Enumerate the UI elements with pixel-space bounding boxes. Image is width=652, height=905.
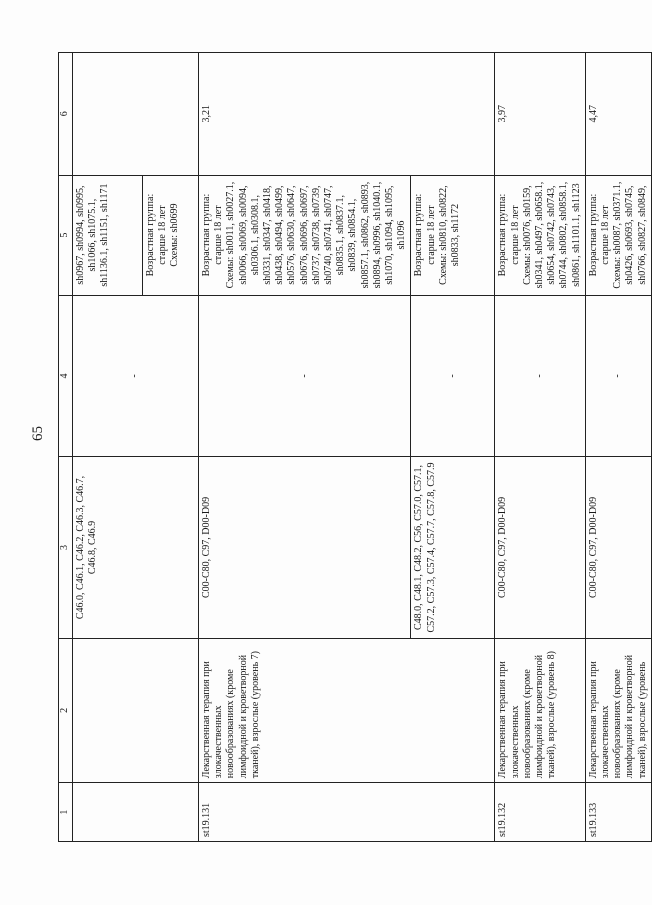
cell-code-empty (73, 783, 199, 842)
cell-diagnosis-codes: C00-C80, C97, D00-D09 (199, 457, 411, 638)
cell-schemes: Возрастная группа: старше 18 лет Схемы: sh0699 (143, 175, 199, 295)
header-col-2: 2 (59, 638, 73, 783)
cell-dash: - (495, 295, 585, 457)
header-row (59, 53, 73, 842)
cell-name: Лекарственная терапия при злокачественных новообразованиях (кроме лимфоидной и кроветворной тканей), взрослые (уровень 7) (199, 638, 495, 783)
cell-dash: - (411, 295, 495, 457)
cell-diagnosis-codes: C00-C80, C97, D00-D09 (495, 457, 585, 638)
cell-code: st19.131 (199, 783, 495, 842)
cell-dash: - (73, 295, 199, 457)
table-row (495, 53, 585, 842)
cell-coefficient: 3,21 (199, 53, 495, 176)
cell-code: st19.132 (495, 783, 585, 842)
cell-coefficient: 4,47 (585, 53, 651, 176)
header-col-4: 4 (59, 295, 73, 457)
header-col-6: 6 (59, 53, 73, 176)
cell-schemes-prev: sh0967, sh0994, sh0995, sh1066, sh1075.1, sh1136.1, sh1151, sh1171 (73, 175, 143, 295)
cell-coef-empty (73, 53, 199, 176)
cell-coefficient: 3,97 (495, 53, 585, 176)
cell-code: st19.133 (585, 783, 651, 842)
cell-schemes: Возрастная группа: старше 18 лет Схемы: sh0810, sh0822, sh0833, sh1172 (411, 175, 495, 295)
cell-name: Лекарственная терапия при злокачественных новообразованиях (кроме лимфоидной и кроветворной тканей), взрослые (уровень 8) (495, 638, 585, 783)
cell-name-empty (73, 638, 199, 783)
cell-schemes: Возрастная группа: старше 18 лет Схемы: sh0087, sh0371.1, sh0426, sh0693, sh0745, sh0766, sh0827, sh0849, (585, 175, 651, 295)
cell-diagnosis-codes: C48.0, C48.1, C48.2, C56, C57.0, C57.1, C57.2, C57.3, C57.4, C57.7, C57.8, C57.9 (411, 457, 495, 638)
table-row (73, 53, 143, 842)
table-row (585, 53, 651, 842)
cell-dash: - (585, 295, 651, 457)
cell-dash: - (199, 295, 411, 457)
tariff-table-sheet (58, 52, 648, 842)
header-col-3: 3 (59, 457, 73, 638)
header-col-1: 1 (59, 783, 73, 842)
page-number: 65 (30, 426, 46, 441)
tariff-table (58, 52, 652, 842)
cell-diagnosis-codes: C46.0, C46.1, C46.2, C46.3, C46.7, C46.8, C46.9 (73, 457, 199, 638)
cell-schemes: Возрастная группа: старше 18 лет Схемы: sh0011, sh0027.1, sh0066, sh0069, sh0094, sh0306.1, sh0308.1, sh0331, sh0347, sh0418, sh0438, sh0494, sh0499, sh0576, sh0630, sh0647, sh0676, sh0696, sh0697, sh0737, sh0738, sh0739, sh0740, sh0741, sh0747, sh0835.1, sh0837.1, sh0839, sh0854.1, sh0857.1, sh0862, sh0893, sh0894, sh0996, sh1040.1, sh1070, sh1094, sh1095, sh1096 (199, 175, 411, 295)
cell-name: Лекарственная терапия при злокачественных новообразованиях (кроме лимфоидной и кроветворной тканей), взрослые (уровень (585, 638, 651, 783)
cell-diagnosis-codes: C00-C80, C97, D00-D09 (585, 457, 651, 638)
cell-schemes: Возрастная группа: старше 18 лет Схемы: sh0076, sh0159, sh0341, sh0497, sh0658.1, sh0654, sh0742, sh0743, sh0744, sh0802, sh0858.1, sh0861, sh1101.1, sh1123 (495, 175, 585, 295)
header-col-5: 5 (59, 175, 73, 295)
table-row (199, 53, 411, 842)
